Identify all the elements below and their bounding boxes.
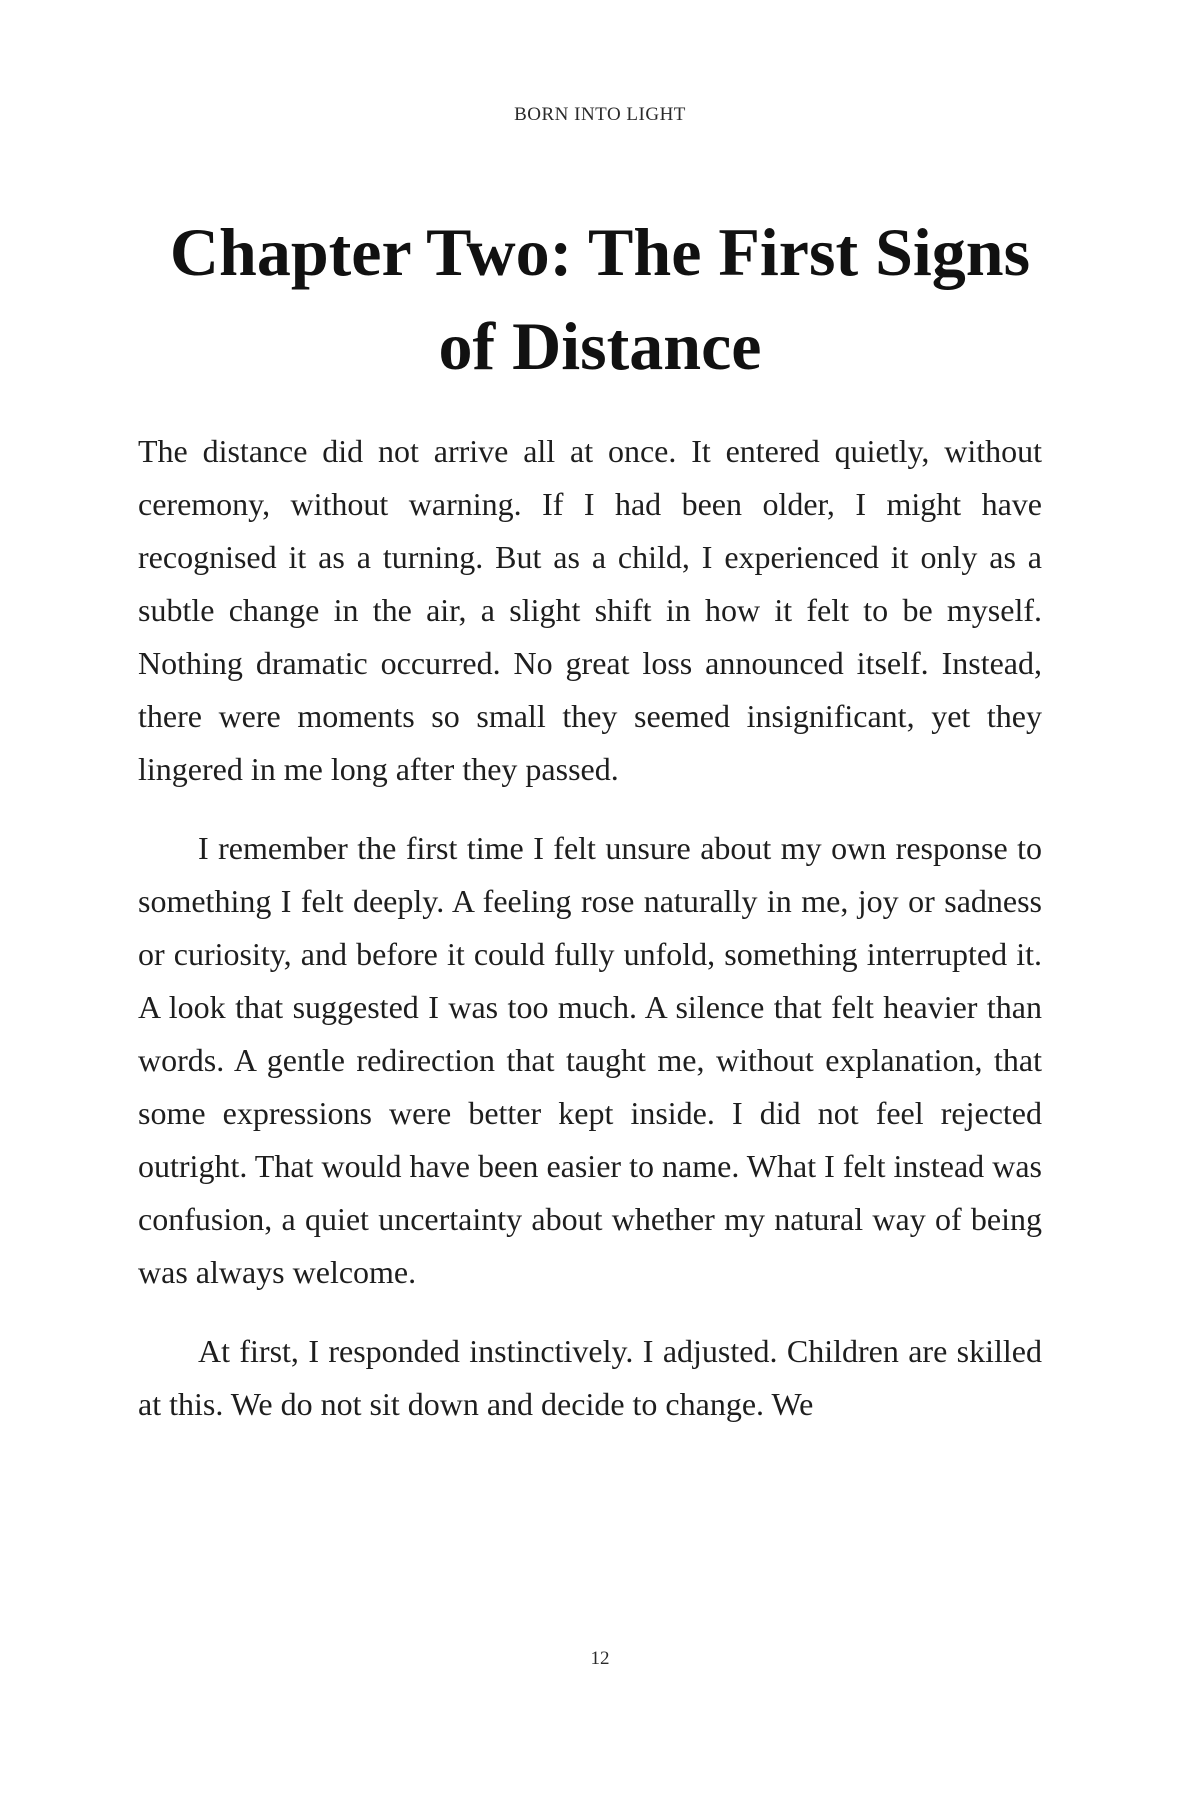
chapter-title: Chapter Two: The First Signs of Distance [169, 214, 1031, 384]
running-head: BORN INTO LIGHT [514, 104, 686, 125]
page-number: 12 [590, 1648, 610, 1669]
paragraph: The distance did not arrive all at once. It entered quietly, without ceremony, without warning. If I had been older, I might have recognised it as a turning. But as a child, I experienced it only as a subtle change in the air, a slight shift in how it felt to be myself. Nothing dramatic occurred. No great loss announced itself. Instead, there were moments so small they seemed insignificant, yet they lingered in me long after they passed. [138, 433, 1042, 787]
paragraph: I remember the first time I felt unsure about my own response to something I felt deeply. A feeling rose naturally in me, joy or sadness or curiosity, and before it could fully unfold, something interrupted it. A look that suggested I was too much. A silence that felt heavier than words. A gentle redirection that taught me, without explanation, that some expressions were better kept inside. I did not feel rejected outright. That would have been easier to name. What I felt instead was confusion, a quiet uncertainty about whether my natural way of being was always welcome. [138, 830, 1042, 1290]
paragraph: At first, I responded instinctively. I adjusted. Children are skilled at this. We do not sit down and decide to change. We [138, 1333, 1042, 1422]
body-text [138, 425, 1042, 1457]
